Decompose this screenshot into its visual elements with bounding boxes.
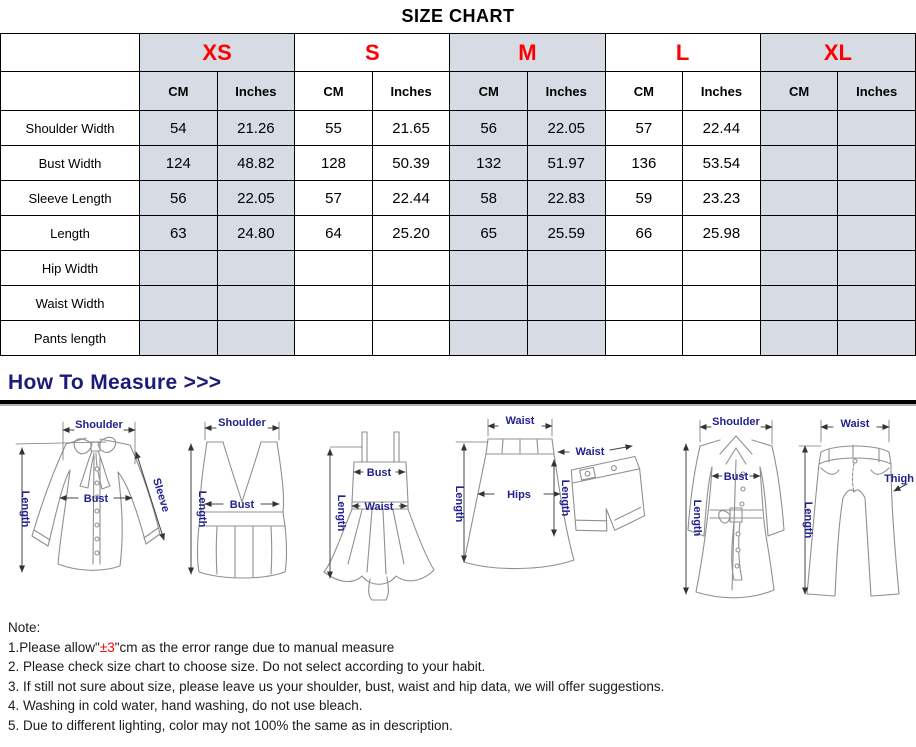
diagram-skirt [453, 415, 574, 569]
value-cell [372, 286, 450, 321]
measure-label: Waist [840, 418, 870, 430]
diagram-tank-top [191, 417, 287, 578]
size-header-cell: M [450, 34, 605, 72]
row-label-cell: Hip Width [1, 251, 140, 286]
value-cell: 48.82 [217, 146, 295, 181]
measure-label: Length [691, 499, 703, 537]
value-cell: 25.59 [527, 216, 605, 251]
value-cell: 53.54 [683, 146, 761, 181]
value-cell: 51.97 [527, 146, 605, 181]
value-cell [140, 286, 218, 321]
measure-label: Waist [505, 415, 535, 427]
value-cell: 23.23 [683, 181, 761, 216]
value-cell: 21.65 [372, 111, 450, 146]
value-cell [838, 216, 916, 251]
row-label-cell: Shoulder Width [1, 111, 140, 146]
value-cell [217, 321, 295, 356]
measure-label: Thigh [884, 473, 914, 485]
value-cell: 64 [295, 216, 373, 251]
value-cell: 57 [295, 181, 373, 216]
measure-label: Length [453, 485, 465, 523]
measurement-diagrams [0, 408, 916, 608]
value-cell [527, 251, 605, 286]
note-line-2: 2. Please check size chart to choose size. Do not select according to your habit. [8, 659, 486, 674]
value-cell: 25.20 [372, 216, 450, 251]
value-cell: 55 [295, 111, 373, 146]
value-cell: 22.44 [683, 111, 761, 146]
unit-header-cell: Inches [217, 72, 295, 111]
measure-label: Shoulder [218, 417, 266, 429]
value-cell: 132 [450, 146, 528, 181]
value-cell [605, 321, 683, 356]
value-cell: 56 [140, 181, 218, 216]
value-cell [760, 286, 838, 321]
unit-header-cell: CM [140, 72, 218, 111]
value-cell: 136 [605, 146, 683, 181]
value-cell [605, 251, 683, 286]
unit-header-cell: CM [760, 72, 838, 111]
row-label-cell: Sleeve Length [1, 181, 140, 216]
value-cell: 63 [140, 216, 218, 251]
value-cell [760, 321, 838, 356]
value-cell [217, 286, 295, 321]
measure-label: Length [19, 490, 31, 528]
value-cell: 25.98 [683, 216, 761, 251]
value-cell [838, 181, 916, 216]
value-cell [838, 286, 916, 321]
measure-label: Hips [507, 489, 531, 501]
value-cell: 124 [140, 146, 218, 181]
value-cell: 22.83 [527, 181, 605, 216]
table-corner-cell [1, 34, 140, 72]
value-cell [217, 251, 295, 286]
value-cell [760, 111, 838, 146]
diagram-pants [799, 418, 914, 596]
value-cell [760, 181, 838, 216]
value-cell: 65 [450, 216, 528, 251]
value-cell [295, 251, 373, 286]
row-label-cell: Length [1, 216, 140, 251]
value-cell [372, 321, 450, 356]
diagram-shorts [554, 446, 651, 538]
diagram-coat [686, 416, 784, 598]
value-cell: 56 [450, 111, 528, 146]
note-line-5: 5. Due to different lighting, color may not 100% the same as in description. [8, 717, 453, 733]
value-cell [838, 146, 916, 181]
value-cell [683, 321, 761, 356]
value-cell [760, 216, 838, 251]
measure-label: Shoulder [75, 419, 123, 431]
value-cell [140, 321, 218, 356]
value-cell: 22.05 [527, 111, 605, 146]
notes-heading: Note: [8, 620, 41, 635]
note-line-3: 3. If still not sure about size, please leave us your shoulder, bust, waist and hip data, we will offer suggestions. [8, 678, 665, 694]
value-cell: 59 [605, 181, 683, 216]
size-header-cell: L [605, 34, 760, 72]
value-cell [760, 251, 838, 286]
section-divider [0, 400, 916, 406]
value-cell [450, 321, 528, 356]
unit-header-cell: CM [450, 72, 528, 111]
value-cell: 24.80 [217, 216, 295, 251]
row-label-cell: Waist Width [1, 286, 140, 321]
diagram-dress [324, 432, 434, 600]
unit-header-cell: Inches [683, 72, 761, 111]
value-cell [372, 251, 450, 286]
size-header-cell: XL [760, 34, 915, 72]
value-cell [605, 286, 683, 321]
value-cell: 22.05 [217, 181, 295, 216]
value-cell [683, 251, 761, 286]
measure-label: Bust [83, 493, 109, 505]
notes-section [8, 618, 916, 735]
value-cell [527, 286, 605, 321]
size-header-cell: S [295, 34, 450, 72]
diagram-blouse [16, 419, 172, 572]
value-cell: 22.44 [372, 181, 450, 216]
value-cell [450, 286, 528, 321]
measure-label: Waist [364, 501, 394, 513]
unit-header-cell: CM [295, 72, 373, 111]
table-corner-cell [1, 72, 140, 111]
value-cell [295, 286, 373, 321]
measure-label: Bust [723, 471, 749, 483]
note-error-range: ±3 [99, 639, 115, 655]
unit-header-cell: Inches [372, 72, 450, 111]
value-cell: 50.39 [372, 146, 450, 181]
how-to-measure-heading: How To Measure >>> [8, 371, 222, 394]
value-cell: 66 [605, 216, 683, 251]
measure-label: Length [802, 501, 814, 539]
unit-header-cell: CM [605, 72, 683, 111]
value-cell [838, 251, 916, 286]
unit-header-cell: Inches [527, 72, 605, 111]
value-cell [838, 321, 916, 356]
measure-label: Waist [575, 446, 605, 458]
measure-label: Length [196, 490, 208, 528]
value-cell: 58 [450, 181, 528, 216]
measure-label: Shoulder [712, 416, 760, 428]
value-cell: 54 [140, 111, 218, 146]
note-line-4: 4. Washing in cold water, hand washing, do not use bleach. [8, 698, 363, 713]
row-label-cell: Bust Width [1, 146, 140, 181]
value-cell [683, 286, 761, 321]
value-cell: 128 [295, 146, 373, 181]
measure-label: Length [335, 494, 347, 532]
measure-label: Sleeve [150, 476, 172, 514]
value-cell [140, 251, 218, 286]
page-title: SIZE CHART [401, 6, 515, 26]
size-header-cell: XS [140, 34, 295, 72]
measure-label: Bust [366, 467, 392, 479]
row-label-cell: Pants length [1, 321, 140, 356]
value-cell [760, 146, 838, 181]
measure-label: Bust [229, 499, 255, 511]
value-cell [527, 321, 605, 356]
value-cell [838, 111, 916, 146]
value-cell: 57 [605, 111, 683, 146]
value-cell [450, 251, 528, 286]
value-cell [295, 321, 373, 356]
unit-header-cell: Inches [838, 72, 916, 111]
size-table [0, 33, 916, 356]
value-cell: 21.26 [217, 111, 295, 146]
size-table-body [1, 34, 916, 356]
note-line-1: 1.Please allow"±3"cm as the error range due to manual measure [8, 639, 395, 655]
measure-label: Length [559, 479, 571, 517]
